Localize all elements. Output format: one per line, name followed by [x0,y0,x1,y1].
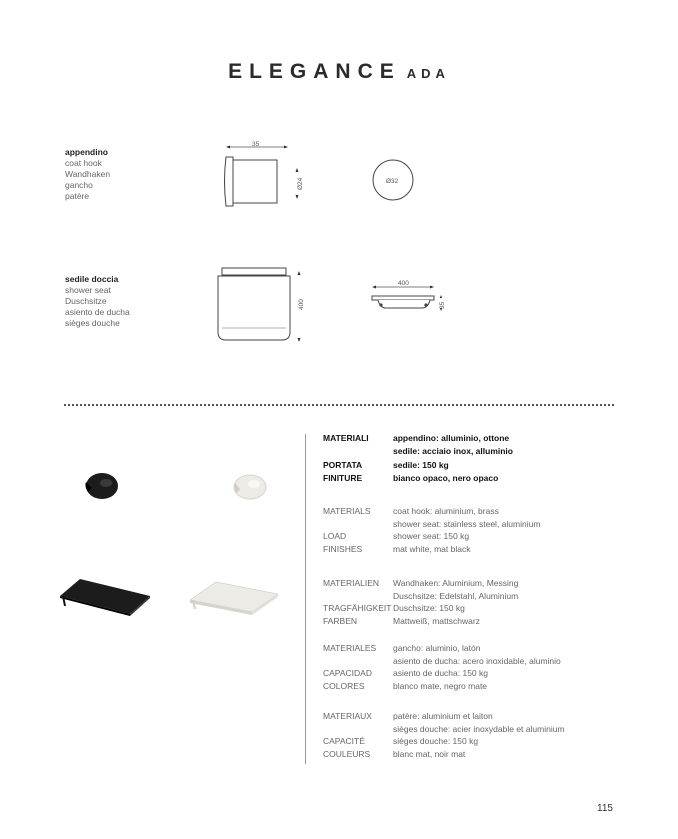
coat-hook-es: gancho [65,180,93,190]
spec-de-load: Duschsitze: 150 kg [393,603,465,613]
shower-seat-en: shower seat [65,285,111,295]
section-divider [64,404,614,406]
title-subtitle: ADA [406,66,450,81]
coat-hook-en: coat hook [65,158,102,168]
spec-es-finish: blanco mate, negro mate [393,680,488,691]
spec-block-es [323,642,593,692]
dim-hook-height: Ø24 [297,177,304,190]
spec-de-load-label: TRAGFÄHIGKEIT [323,603,392,613]
spec-it-load-label: PORTATA [323,460,363,470]
spec-it-finish: bianco opaco, nero opaco [393,472,499,483]
spec-vertical-rule [305,434,306,764]
spec-block-de [323,577,593,627]
spec-en-materials-1: coat hook: aluminium, brass [393,506,499,516]
black-shower-seat-image [58,576,154,616]
shower-seat-top-drawing [214,262,314,347]
spec-de-finish-label: FARBEN [323,615,358,626]
spec-fr-finish-label: COULEURS [323,748,371,759]
coat-hook-side-drawing [218,138,308,218]
dim-hook-circle: Ø32 [386,178,399,185]
spec-block-en [323,505,593,555]
spec-de-materials-2: Duschsitze: Edelstahl, Aluminium [393,590,519,601]
spec-block-it [323,432,593,484]
shower-seat-label [65,274,130,329]
spec-es-finish-label: COLORES [323,680,365,691]
page-number: 115 [597,803,613,814]
spec-de-materials-1: Wandhaken: Aluminium, Messing [393,578,519,588]
spec-es-load: asiento de ducha: 150 kg [393,668,488,678]
black-coat-hook-image [78,464,128,506]
spec-fr-load-label: CAPACITÉ [323,736,365,746]
title-main: ELEGANCE [228,60,401,83]
page-title [0,60,678,84]
coat-hook-label [65,147,110,202]
shower-seat-fr: sièges douche [65,318,120,328]
spec-de-finish: Mattweiß, mattschwarz [393,615,480,626]
shower-seat-name: sedile doccia [65,274,119,284]
shower-seat-de: Duschsitze [65,296,107,306]
white-coat-hook-image [226,466,276,508]
coat-hook-fr: patère [65,191,90,201]
spec-es-load-label: CAPACIDAD [323,668,372,678]
spec-es-materials-2: asiento de ducha: acero inoxidable, aluminio [393,655,561,666]
spec-es-materials-label: MATERIALES [323,643,377,653]
spec-fr-materials-2: sièges douche: acier inoxydable et aluminium [393,723,565,734]
spec-de-materials-label: MATERIALIEN [323,578,380,588]
dim-hook-width: 35 [252,141,260,148]
spec-fr-load: sièges douche: 150 kg [393,736,479,746]
dim-seat-depth: 400 [298,299,305,310]
spec-en-materials-label: MATERIALS [323,506,371,516]
coat-hook-front-drawing [370,158,420,208]
spec-it-materials-1: appendino: alluminio, ottone [393,433,510,443]
spec-it-materials-label: MATERIALI [323,433,369,443]
dim-seat-height: 35 [439,301,446,309]
spec-en-load-label: LOAD [323,531,347,541]
spec-en-materials-2: shower seat: stainless steel, aluminium [393,518,541,529]
shower-seat-es: asiento de ducha [65,307,130,317]
white-shower-seat-image [186,578,282,618]
spec-en-finish: mat white, mat black [393,543,471,554]
spec-fr-finish: blanc mat, noir mat [393,748,466,759]
spec-es-materials-1: gancho: aluminio, latón [393,643,481,653]
spec-en-finish-label: FINISHES [323,543,363,554]
dim-seat-width: 400 [398,280,409,287]
spec-fr-materials-1: patère: aluminium et laiton [393,711,493,721]
spec-it-load: sedile: 150 kg [393,460,449,470]
coat-hook-de: Wandhaken [65,169,111,179]
coat-hook-name: appendino [65,147,108,157]
spec-it-materials-2: sedile: acciaio inox, alluminio [393,445,513,456]
spec-block-fr [323,710,593,760]
shower-seat-front-drawing [368,276,448,321]
spec-it-finish-label: FINITURE [323,472,363,483]
spec-en-load: shower seat: 150 kg [393,531,470,541]
spec-fr-materials-label: MATERIAUX [323,711,372,721]
